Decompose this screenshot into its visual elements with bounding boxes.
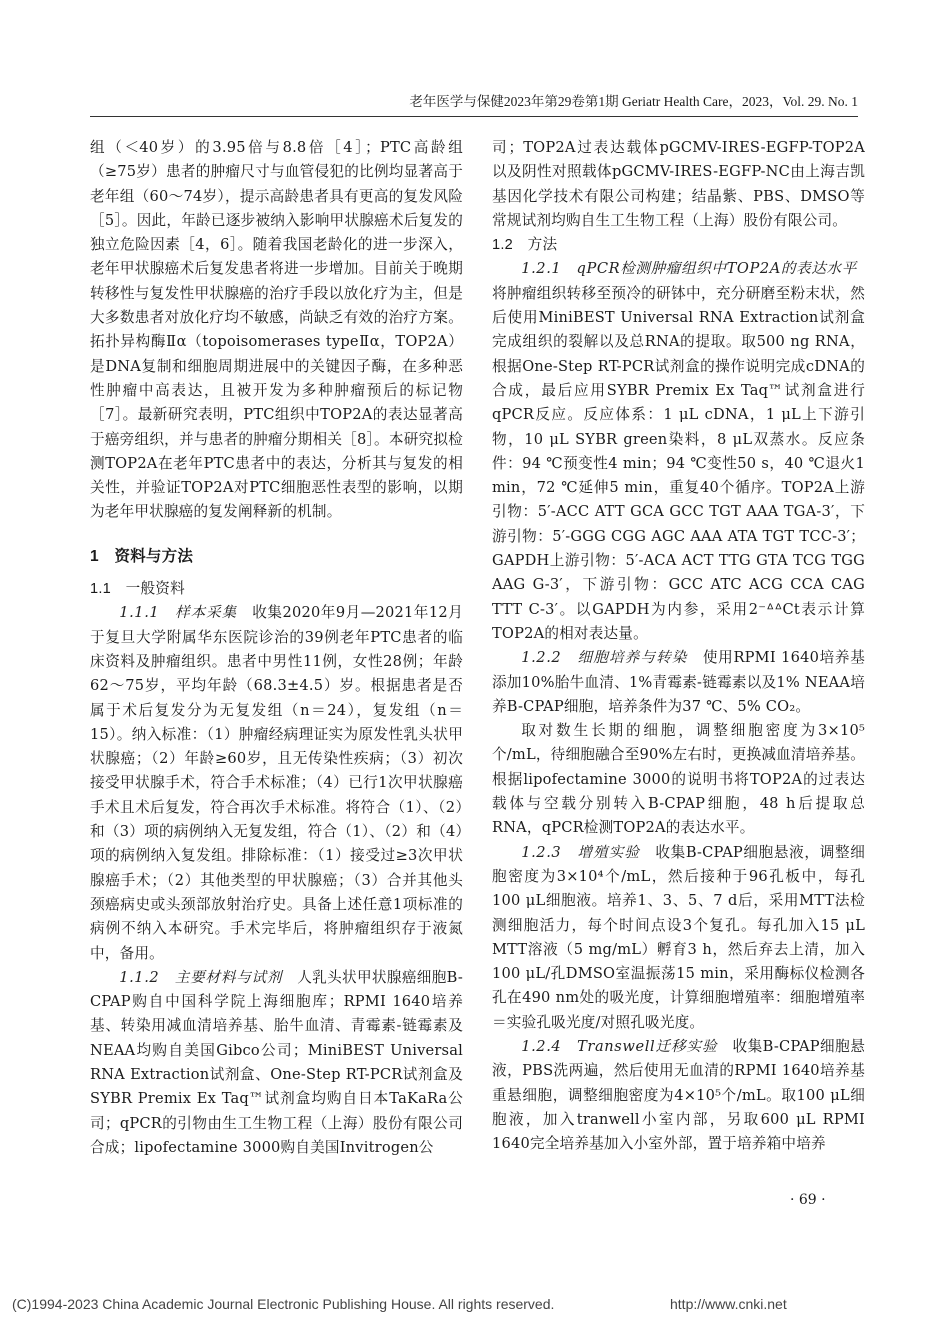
- section-1-1-title: 1.1 一般资料: [90, 581, 185, 598]
- continued-paragraph: 司；TOP2A过表达载体pGCMV-IRES-EGFP-TOP2A以及阴性对照载体pGCMV-IRES-EGFP-NC由上海吉凯基因化学技术有限公司构建；结晶紫、PBS、DMSO等常规试剂均购自生工生物工程（上海）股份有限公司。: [492, 139, 865, 229]
- right-column: [492, 136, 872, 1156]
- section-1-1-2-paragraph: [90, 966, 463, 1160]
- header-rule: [90, 116, 858, 117]
- section-1-2-4-title: 1.2.4 Transwell迁移实验: [521, 1037, 718, 1055]
- section-1-1-1-paragraph: [90, 601, 463, 965]
- section-1-2-title: 1.2 方法: [492, 237, 558, 254]
- section-1-2-4-paragraph: [492, 1035, 865, 1156]
- page-number: · 69 ·: [790, 1192, 826, 1208]
- section-1-2-3-paragraph: [492, 841, 865, 1035]
- section-1-1-1-title: 1.1.1 样本采集: [119, 604, 238, 622]
- section-1-title: 1 资料与方法: [90, 547, 194, 565]
- running-header: 老年医学与保健2023年第29卷第1期 Geriatr Health Care，2023，Vol. 29. No. 1: [409, 94, 858, 109]
- section-1-2-4-text: 收集B-CPAP细胞悬液，PBS洗两遍，然后使用无血清的RPMI 1640培养基重悬细胞，调整细胞密度为4×10⁵个/mL。取100 μL细胞液，加入tranwell小室内部，另取600 μL RPMI 1640完全培养基加入小室外部，置于培养箱中培养: [492, 1037, 865, 1153]
- section-1-2-2-text: 使用RPMI 1640培养基添加10%胎牛血清、1%青霉素-链霉素以及1% NEAA培养B-CPAP细胞，培养条件为37 ℃、5% CO₂。: [492, 649, 866, 715]
- section-1-1-1-text: 收集2020年9月—2021年12月于复旦大学附属华东医院诊治的39例老年PTC患者的临床资料及肿瘤组织。患者中男性11例，女性28例；年龄62～75岁，平均年龄（68.3±4.5）岁。根据患者是否属于术后复发分为无复发组（n＝24），复发组（n＝15）。纳入标准：（1）肿瘤经病理证实为原发性乳头状甲状腺癌；（2）年龄≥60岁，且无传染性疾病；（3）初次接受甲状腺手术，符合手术标准；（4）已行1次甲状腺癌手术且术后复发，符合再次手术标准。将符合（1）、（2）和（3）项的病例纳入无复发组，符合（1）、（2）和（4）项的病例纳入复发组。排除标准：（1）接受过≥3次甲状腺癌手术；（2）其他类型的甲状腺癌；（3）合并其他头颈癌病史或头颈部放射治疗史。具备上述任意1项标准的病例不纳入本研究。手术完毕后，将肿瘤组织存于液氮中，备用。: [90, 604, 463, 962]
- section-1-1-2-text: 人乳头状甲状腺癌细胞B-CPAP购自中国科学院上海细胞库；RPMI 1640培养基、转染用减血清培养基、胎牛血清、青霉素-链霉素及NEAA均购自美国Gibco公司；MiniBEST Universal RNA Extraction试剂盒、One-Step RT-PCR试剂盒及SYBR Premix Ex Taq™试剂盒均购自日本TaKaRa公司；qPCR的引物由生工生物工程（上海）股份有限公司合成；lipofectamine 3000购自美国Invitrogen公: [90, 968, 463, 1156]
- footer-url[interactable]: http://www.cnki.net: [670, 1296, 787, 1312]
- section-1-2-3-text: 收集B-CPAP细胞悬液，调整细胞密度为3×10⁴个/mL，然后接种于96孔板中，每孔100 μL细胞液。培养1、3、5、7 d后，采用MTT法检测细胞活力，每个时间点设3个复孔。每孔加入15 μL MTT溶液（5 mg/mL）孵育3 h，然后弃去上清，加入100 μL/孔DMSO室温振荡15 min，采用酶标仪检测各孔在490 nm处的吸光度，计算细胞增殖率：细胞增殖率＝实验孔吸光度/对照孔吸光度。: [492, 843, 865, 1031]
- section-1-2-1-paragraph: [492, 257, 872, 646]
- section-1-2-1-title: 1.2.1 qPCR检测肿瘤组织中TOP2A的表达水平: [521, 260, 857, 278]
- section-1-1-2-title: 1.1.2 主要材料与试剂: [119, 968, 283, 986]
- footer-copyright: (C)1994-2023 China Academic Journal Electronic Publishing House. All rights reserved.: [12, 1296, 555, 1312]
- intro-paragraph: 组（＜40岁）的3.95倍与8.8倍［4］；PTC高龄组（≥75岁）患者的肿瘤尺寸与血管侵犯的比例均显著高于老年组（60～74岁），提示高龄患者具有更高的复发风险［5］。因此，年龄已逐步被纳入影响甲状腺癌术后复发的独立危险因素［4，6］。随着我国老龄化的进一步深入，老年甲状腺癌术后复发患者将进一步增加。目前关于晚期转移性与复发性甲状腺癌的治疗手段以放化疗为主，但是大多数患者对放化疗均不敏感，尚缺乏有效的治疗方案。拓扑异构酶Ⅱα（topoisomerases typeⅡα，TOP2A）是DNA复制和细胞周期进展中的关键因子酶，在多种恶性肿瘤中高表达，且被开发为多种肿瘤预后的标记物［7］。最新研究表明，PTC组织中TOP2A的表达显著高于癌旁组织，并与患者的肿瘤分期相关［8］。本研究拟检测TOP2A在老年PTC患者中的表达，分析其与复发的相关性，并验证TOP2A对PTC细胞恶性表型的影响，以期为老年甲状腺癌的复发阐释新的机制。: [90, 139, 463, 521]
- footer: [12, 1296, 938, 1312]
- left-column: [90, 136, 463, 1160]
- section-1-2-3-title: 1.2.3 增殖实验: [521, 843, 641, 861]
- section-1-2-1-text: 将肿瘤组织转移至预冷的研钵中，充分研磨至粉末状，然后使用MiniBEST Universal RNA Extraction试剂盒完成组织的裂解以及总RNA的提取。取500 ng RNA，根据One-Step RT-PCR试剂盒的操作说明完成cDNA的合成，最后应用SYBR Premix Ex Taq™试剂盒进行qPCR反应。反应体系：1 μL cDNA，1 μL上下游引物，10 μL SYBR green染料，8 μL双蒸水。反应条件：94 ℃预变性4 min；94 ℃变性50 s，40 ℃退火1 min，72 ℃延伸5 min，重复40个循序。TOP2A上游引物：5′-ACC ATT GCA GCC TGT AAA TGA-3′，下游引物：5′-GGG CGG AGC AAA ATA TGT TCC-3′；GAPDH上游引物：5′-ACA ACT TTG GTA TCG TGG AAG G-3′，下游引物：GCC ATC ACG CCA CAG TTT C-3′。以GAPDH为内参，采用2⁻ᐞᐞCt表示计算TOP2A的相对表达量。: [492, 260, 872, 642]
- section-1-2-2-title: 1.2.2 细胞培养与转染: [521, 649, 688, 667]
- section-1-2-2-paragraph: [492, 646, 865, 719]
- section-1-2-2-paragraph-2: 取对数生长期的细胞，调整细胞密度为3×10⁵个/mL，待细胞融合至90%左右时，更换减血清培养基。根据lipofectamine 3000的说明书将TOP2A的过表达载体与空载分别转入B-CPAP细胞，48 h后提取总RNA，qPCR检测TOP2A的表达水平。: [492, 722, 865, 837]
